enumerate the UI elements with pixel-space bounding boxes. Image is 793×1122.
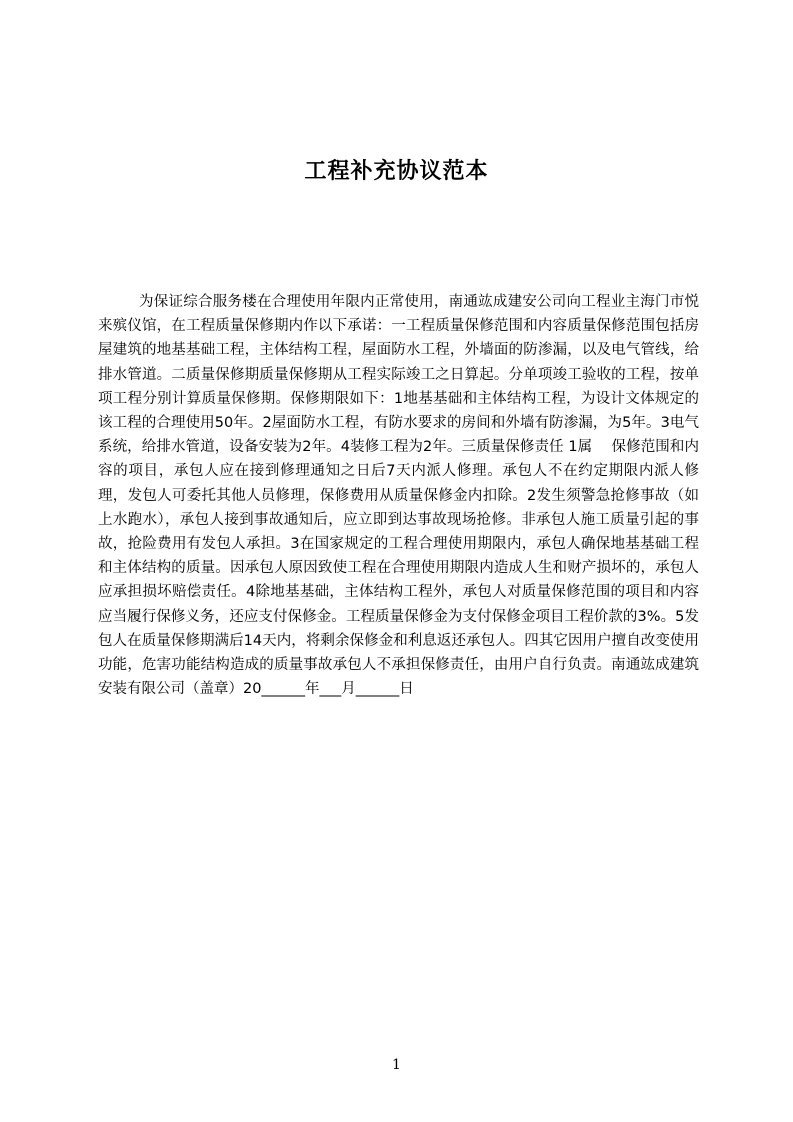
body-paragraph: 为保证综合服务楼在合理使用年限内正常使用，南通竑成建安公司向工程业主海门市悦来殡仪馆，在工程质量保修期内作以下承诺：一工程质量保修范围和内容质量保修范围包括房屋建筑的地基基础工程，主体结构工程，屋面防水工程，外墙面的防渗漏，以及电气管线，给排水管道。二质量保修期质量保修期从工程实际竣工之日算起。分单项竣工验收的工程，按单项工程分别计算质量保修期。保修期限如下：1地基基础和主体结构工程，为设计文体规定的该工程的合理使用50年。2屋面防水工程，有防水要求的房间和外墙有防渗漏，为5年。3电气系统，给排水管道，设备安装为2年。4装修工程为2年。三质量保修责任 1属 保修范围和内容的项目，承包人应在接到修理通知之日后7天内派人修理。承包人不在约定期限内派人修理，发包人可委托其他人员修理，保修费用从质量保修金内扣除。2发生须警急抢修事故（如上水跑水），承包人接到事故通知后，应立即到达事故现场抢修。非承包人施工质量引起的事故，抢险费用有发包人承担。3在国家规定的工程合理使用期限内，承包人确保地基基础工程和主体结构的质量。因承包人原因致使工程在合理使用期限内造成人生和财产损坏的，承包人应承担损坏赔偿责任。4除地基基础，主体结构工程外，承包人对质量保修范围的项目和内容应当履行保修义务，还应支付保修金。工程质量保修金为支付保修金项目工程价款的3%。5发包人在质量保修期满后14天内，将剩余保修金和利息返还承包人。四其它因用户擅自改变使用功能，危害功能结构造成的质量事故承包人不承担保修责任，由用户自行负责。南通竑成建筑安装有限公司（盖章）20______年___月______日: [98, 294, 699, 698]
page-title: 工程补充协议范本: [304, 157, 489, 184]
page-number: 1: [392, 1057, 401, 1073]
